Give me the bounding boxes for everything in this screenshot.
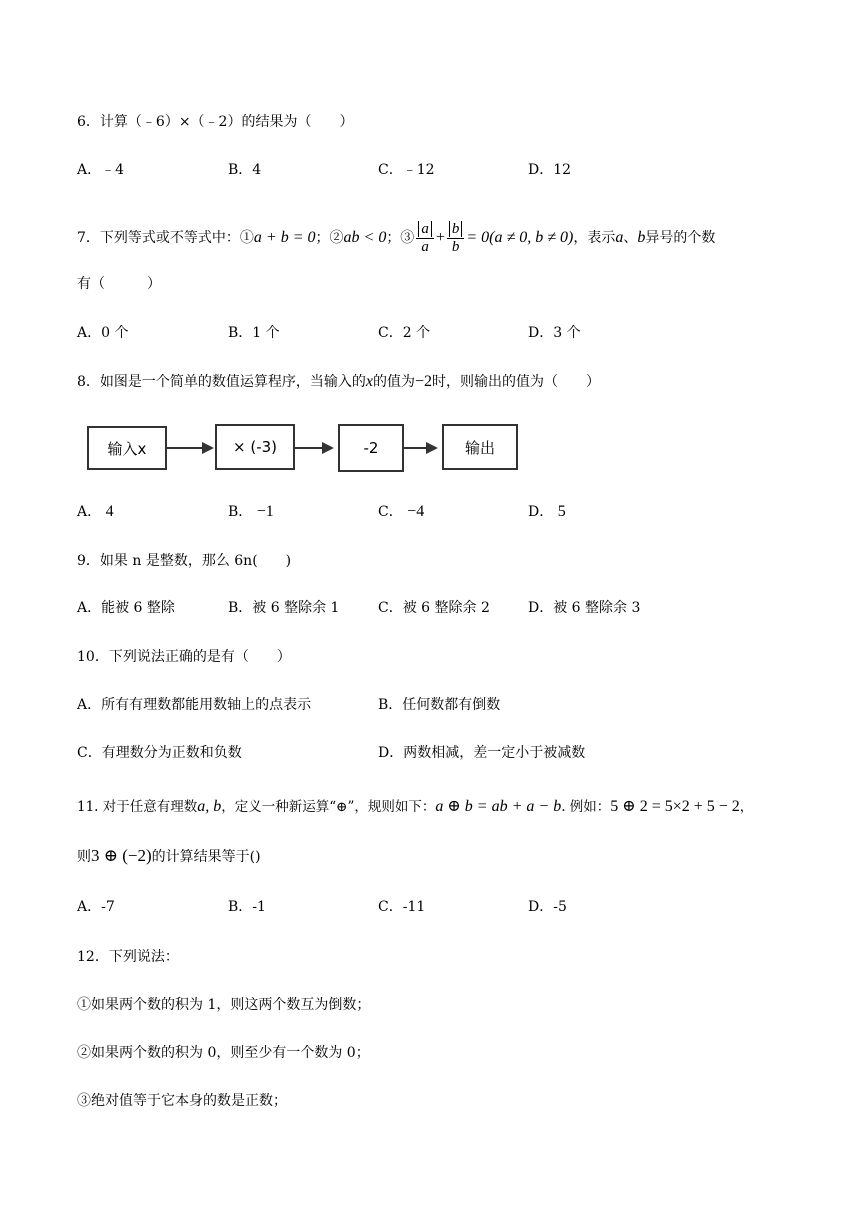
q6-option-a: A．﹣4	[77, 162, 125, 178]
q7-frac2-den: b	[451, 238, 460, 255]
q12-item-2: ②如果两个数的积为 0，则至少有一个数为 0；	[77, 1045, 370, 1061]
q11-line2-suffix: 的计算结果等于()	[151, 849, 261, 865]
q7-suffix-2: 异号的个数	[645, 230, 716, 246]
q11-rule: a ⊕ b = ab + a − b	[435, 798, 562, 815]
q7-eq3-rest: = 0(a ≠ 0, b ≠ 0)	[466, 229, 574, 246]
flow-box-subtract-label: -2	[363, 439, 379, 457]
flow-box-multiply-label: × (-3)	[233, 438, 277, 456]
q11-vars: a, b	[197, 798, 222, 815]
flow-box-multiply	[215, 424, 295, 470]
q9-option-d: D．被 6 整除余 3	[528, 600, 641, 616]
q6-option-c: C．﹣12	[378, 162, 435, 178]
q9-stem: 9．如果 n 是整数，那么 6n( )	[77, 553, 292, 569]
q8-option-d-value: 5	[557, 503, 566, 520]
q8-stem	[77, 372, 600, 392]
flow-box-input	[87, 426, 167, 470]
q7-frac2-num: b	[449, 221, 463, 237]
flow-arrow-1	[165, 447, 212, 449]
q11-example-label: . 例如：	[561, 799, 611, 815]
q8-option-a-value: 4	[105, 503, 114, 520]
q8-option-b-value: −1	[256, 503, 274, 520]
q7-frac1-den: a	[421, 238, 429, 255]
q7-frac1-num: a	[418, 221, 432, 237]
flow-arrow-2	[293, 447, 332, 449]
q7-frac2	[447, 221, 465, 256]
q8-option-d	[528, 502, 566, 522]
q11-option-b: B．-1	[228, 899, 266, 915]
q11-line2-expr: 3 ⊕ (−2)	[91, 846, 152, 865]
q10-option-a: A．所有有理数都能用数轴上的点表示	[77, 697, 312, 713]
q10-option-d: D．两数相减，差一定小于被减数	[378, 745, 586, 761]
q11-option-d: D．-5	[528, 899, 567, 915]
q7-frac1	[416, 221, 434, 256]
q10-option-c: C．有理数分为正数和负数	[77, 745, 242, 761]
q12-stem: 12．下列说法：	[77, 949, 179, 965]
q7-eq1: a + b = 0	[253, 229, 316, 246]
q8-option-a	[77, 502, 114, 522]
flow-box-output	[442, 424, 518, 470]
q7-option-d: D．3 个	[528, 325, 581, 341]
q10-option-b: B．任何数都有倒数	[378, 697, 501, 713]
q8-option-c	[378, 502, 424, 522]
q8-option-b-label: B．	[228, 504, 253, 520]
q7-option-b: B．1 个	[228, 325, 280, 341]
q7-plus: +	[435, 229, 445, 246]
q11-stem-mid: ，定义一种新运算“⊕”，规则如下：	[221, 799, 436, 815]
q7-mid: 、	[623, 230, 638, 246]
q7-suffix-1: ，表示	[573, 230, 616, 246]
q8-option-b	[228, 502, 274, 522]
q11-stem	[77, 797, 753, 817]
q9-option-b: B．被 6 整除余 1	[228, 600, 340, 616]
q7-option-c: C．2 个	[378, 325, 431, 341]
q8-var-x: x	[365, 373, 374, 390]
q6-stem: 6．计算（﹣6）×（﹣2）的结果为（ ）	[77, 114, 354, 130]
flow-arrow-3	[402, 447, 436, 449]
q12-item-1: ①如果两个数的积为 1，则这两个数互为倒数；	[77, 997, 371, 1013]
q8-option-a-label: A．	[77, 504, 102, 520]
q7-stem-prefix: 7．下列等式或不等式中：①	[77, 230, 254, 246]
q8-option-c-value: −4	[407, 503, 425, 520]
q8-value: −2	[415, 373, 433, 390]
q12-item-3: ③绝对值等于它本身的数是正数；	[77, 1093, 287, 1109]
q8-stem-suffix: 时，则输出的值为（ ）	[432, 374, 601, 390]
q11-line2-prefix: 则	[77, 849, 91, 865]
q8-stem-prefix: 8．如图是一个简单的数值运算程序，当输入的	[77, 374, 366, 390]
q7-stem	[77, 220, 715, 256]
q7-eq2: ab < 0	[343, 229, 387, 246]
q6-option-b: B．4	[228, 162, 262, 178]
q8-option-d-label: D．	[528, 504, 554, 520]
q11-example: 5 ⊕ 2 = 5×2 + 5 − 2	[610, 798, 740, 815]
q8-option-c-label: C．	[378, 504, 403, 520]
flow-box-input-label: 输入x	[107, 439, 147, 458]
q7-sep1: ；②	[315, 230, 344, 246]
q7-option-a: A．0 个	[77, 325, 129, 341]
q7-var-b: b	[637, 229, 646, 246]
q11-stem-line2	[77, 846, 261, 867]
q10-stem: 10．下列说法正确的是有（ ）	[77, 649, 291, 665]
flow-box-output-label: 输出	[464, 438, 495, 457]
q7-stem-line2: 有（ ）	[77, 276, 161, 292]
q8-stem-mid: 的值为	[373, 374, 416, 390]
q9-option-a: A．能被 6 整除	[77, 600, 175, 616]
q7-var-a: a	[615, 229, 624, 246]
q6-option-d: D．12	[528, 162, 572, 178]
q11-option-c: C．-11	[378, 899, 426, 915]
q9-option-c: C．被 6 整除余 2	[378, 600, 490, 616]
flow-box-subtract	[338, 424, 404, 472]
q11-end: ，	[739, 799, 754, 815]
q11-option-a: A．-7	[77, 899, 115, 915]
q7-sep2: ；③	[386, 230, 415, 246]
q11-stem-prefix: 11. 对于任意有理数	[77, 799, 198, 815]
